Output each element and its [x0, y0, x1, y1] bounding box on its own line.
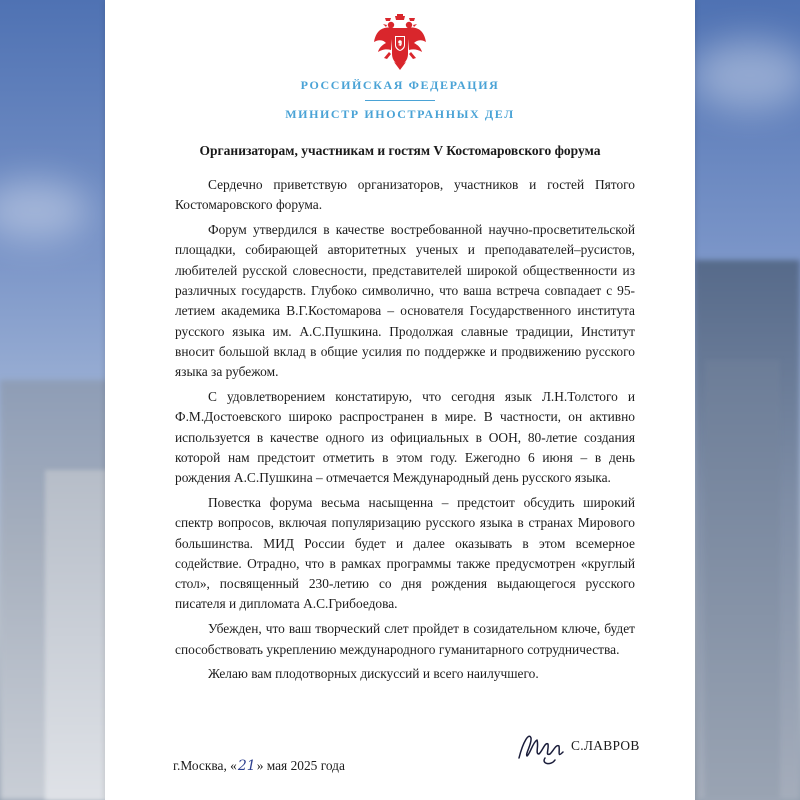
background-building-right-front: [705, 360, 780, 800]
country-name: РОССИЙСКАЯ ФЕДЕРАЦИЯ: [300, 78, 500, 92]
header-divider: [365, 100, 435, 101]
place-and-date: [173, 758, 345, 774]
paragraph: Сердечно приветствую организаторов, участников и гостей Пятого Костомаровского форума.: [175, 177, 635, 213]
signer-name: С.ЛАВРОВ: [571, 738, 640, 753]
background-cloud: [0, 180, 90, 240]
russian-coat-of-arms-icon: [373, 12, 427, 72]
paragraph: Повестка форума весьма насыщенна – предстоит обсудить широкий спектр вопросов, включая популяризацию русского языка в странах Мирового большинства. МИД России будет и далее оказывать в этом всемерное содействие. Отрадно, что в рамках программы также предусмотрен «круглый стол», посвященный 230-летию со дня рождения выдающегося русского писателя и дипломата А.С.Грибоедова.: [175, 494, 635, 612]
date-day: 21: [237, 758, 256, 774]
paragraph: Желаю вам плодотворных дискуссий и всего наилучшего.: [208, 666, 539, 682]
ministry-header: [105, 78, 695, 123]
signature-block: [515, 724, 665, 770]
letter-page: [105, 0, 695, 800]
letter-body: [175, 175, 635, 689]
date-suffix: » мая 2025 года: [256, 758, 345, 773]
addressee-heading: Организаторам, участникам и гостям V Костомаровского форума: [199, 143, 601, 158]
handwritten-signature-icon: [515, 724, 575, 770]
background-cloud: [690, 40, 800, 110]
background-building-left-front: [45, 470, 110, 800]
paragraph: Убежден, что ваш творческий слет пройдет в созидательном ключе, будет способствовать укреплению международного гуманитарного сотрудничества.: [175, 621, 635, 657]
paragraph: Форум утвердился в качестве востребованной научно-просветительской площадки, собирающей авторитетных ученых и преподавателей–русистов, любителей русской словесности, представителей широкой общественности из различных государств. Глубоко символично, что ваша встреча совпадает с 95-летием академика В.Г.Костомарова – основателя Государственного института русского языка им. А.С.Пушкина. Продолжая славные традиции, Институт вносит большой вклад в общие усилия по поддержке и продвижению русского языка за рубежом.: [175, 222, 635, 380]
paragraph: С удовлетворением констатирую, что сегодня язык Л.Н.Толстого и Ф.М.Достоевского широко распространен в мире. В частности, он активно используется в качестве одного из официальных в ООН, 80-летие создания которой нам предстоит отметить в этом году. Ежегодно 6 июня – в день рождения А.С.Пушкина – отмечается Международный день русского языка.: [175, 388, 635, 486]
ministry-title: МИНИСТР ИНОСТРАННЫХ ДЕЛ: [285, 107, 515, 121]
place-prefix: г.Москва, «: [173, 758, 237, 773]
